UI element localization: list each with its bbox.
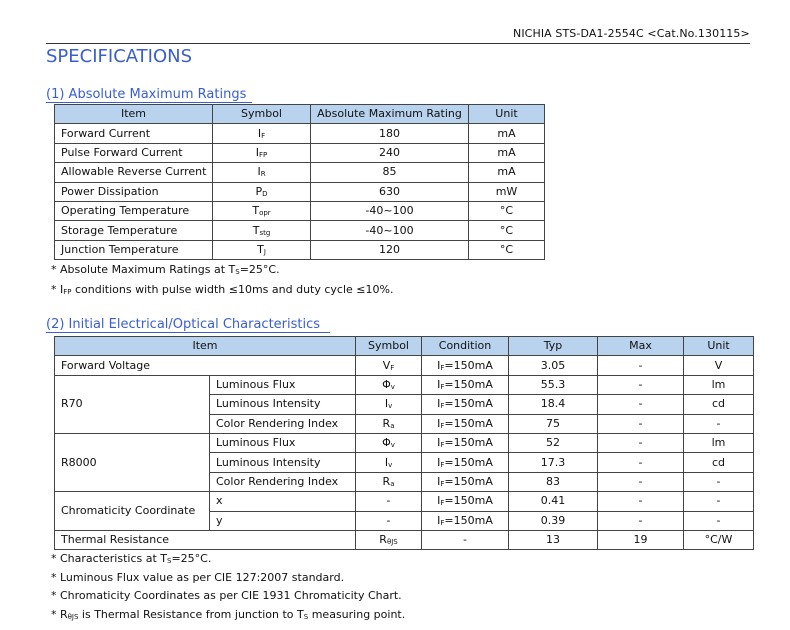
symbol-subscript: v [388,402,393,411]
condition-text: I [437,416,441,430]
symbol-subscript: a [390,421,395,430]
unit-cell: mA [469,163,545,182]
condition-text: I [437,494,441,508]
condition-text: I [437,358,441,372]
item-cell: Allowable Reverse Current [55,163,213,182]
col-header-unit: Unit [684,337,754,356]
condition-cell [422,472,509,491]
typ-cell: 0.41 [509,492,598,511]
symbol-subscript: F [261,131,266,140]
condition-text: I [437,397,441,411]
symbol-cell [356,356,422,375]
table-row [55,375,754,394]
condition-cell [422,395,509,414]
typ-cell: 55.3 [509,375,598,394]
note-text: * Absolute Maximum Ratings at T [51,263,236,276]
item-cell: Junction Temperature [55,240,213,259]
unit-cell: - [684,511,754,530]
item-cell: x [210,492,356,511]
typ-cell: 83 [509,472,598,491]
symbol-subscript: θJS [386,538,398,547]
table-row [55,433,754,452]
eo-note-2 [51,571,344,584]
unit-cell: - [684,472,754,491]
col-header-rating: Absolute Maximum Rating [311,105,469,124]
unit-cell: mA [469,124,545,143]
table-row [55,124,545,143]
symbol-text: T [252,223,260,237]
condition-value: =150mA [444,513,493,527]
condition-text: I [437,474,441,488]
rating-cell: 120 [311,240,469,259]
symbol-cell [356,414,422,433]
condition-subscript: F [440,363,445,372]
note-subscript: θJS [67,613,79,621]
eo-note-4 [51,608,405,621]
section-eo-underline [46,332,330,333]
condition-subscript: F [440,402,445,411]
eo-note-1 [51,552,211,565]
table-header-row [55,105,545,124]
item-cell: Pulse Forward Current [55,143,213,162]
table-row [55,143,545,162]
condition-cell [422,453,509,472]
unit-cell: cd [684,395,754,414]
condition-value: =150mA [444,455,493,469]
section-abs-heading: (1) Absolute Maximum Ratings [46,87,247,102]
item-cell: Forward Voltage [55,356,356,375]
symbol-text: Φ [382,377,391,391]
table-row-thermal-resistance [55,530,754,549]
condition-value: =150mA [444,397,493,411]
item-cell: Color Rendering Index [210,472,356,491]
symbol-subscript: stg [259,228,271,237]
symbol-cell [213,201,311,220]
section-eo-heading: (2) Initial Electrical/Optical Characteristics [46,317,321,332]
unit-cell: °C/W [684,530,754,549]
symbol-text: T [257,242,264,256]
note-text: * I [51,283,64,296]
item-cell: Thermal Resistance [55,530,356,549]
rating-cell: -40~100 [311,201,469,220]
symbol-cell [356,433,422,452]
rating-cell: 630 [311,182,469,201]
symbol-cell: - [356,492,422,511]
condition-subscript: F [440,460,445,469]
group-label-r8000: R8000 [55,433,210,491]
unit-cell: lm [684,375,754,394]
item-cell: Luminous Intensity [210,395,356,414]
note-text: =25°C. [239,263,280,276]
rating-cell: -40~100 [311,221,469,240]
note-text: * Chromaticity Coordinates as per CIE 1931 Chromaticity Chart. [51,589,402,602]
condition-subscript: F [440,518,445,527]
typ-cell: 3.05 [509,356,598,375]
symbol-subscript: F [390,363,395,372]
condition-cell [422,414,509,433]
note-text: * Luminous Flux value as per CIE 127:2007 standard. [51,571,345,584]
col-header-condition: Condition [422,337,509,356]
note-subscript: S [167,557,172,565]
table-row [55,163,545,182]
item-cell: Power Dissipation [55,182,213,201]
typ-cell: 75 [509,414,598,433]
item-cell: Luminous Flux [210,375,356,394]
unit-cell: lm [684,433,754,452]
symbol-cell: - [356,511,422,530]
condition-subscript: F [440,441,445,450]
item-cell: Operating Temperature [55,201,213,220]
unit-cell: - [684,414,754,433]
condition-value: =150mA [444,436,493,450]
col-header-symbol: Symbol [213,105,311,124]
condition-value: =150mA [444,358,493,372]
condition-cell: - [422,530,509,549]
symbol-text: I [257,165,261,179]
typ-cell: 52 [509,433,598,452]
symbol-cell [356,375,422,394]
max-cell: - [598,453,684,472]
symbol-text: I [384,397,389,411]
symbol-cell [213,182,311,201]
symbol-cell [356,395,422,414]
max-cell: - [598,492,684,511]
table-row [55,492,754,511]
symbol-text: I [384,455,389,469]
col-header-unit: Unit [469,105,545,124]
symbol-cell [213,143,311,162]
page-title: SPECIFICATIONS [46,46,193,67]
condition-subscript: F [440,499,445,508]
note-text: * Characteristics at T [51,552,168,565]
item-cell: Forward Current [55,124,213,143]
col-header-item: Item [55,105,213,124]
note-text: measuring point. [308,608,406,621]
condition-value: =150mA [444,377,493,391]
max-cell: - [598,375,684,394]
table-row [55,182,545,201]
symbol-subscript: a [390,479,395,488]
symbol-text: R [382,416,391,430]
symbol-text: T [252,204,260,218]
symbol-cell [213,163,311,182]
condition-cell [422,511,509,530]
group-label-chromaticity: Chromaticity Coordinate [55,492,210,531]
note-text: conditions with pulse width ≤10ms and duty cycle ≤10%. [71,283,394,296]
condition-value: =150mA [444,474,493,488]
max-cell: - [598,472,684,491]
symbol-text: I [255,145,259,159]
rating-cell: 240 [311,143,469,162]
abs-note-1 [51,263,280,276]
item-cell: Storage Temperature [55,221,213,240]
item-cell: Luminous Flux [210,433,356,452]
condition-cell [422,375,509,394]
symbol-cell [356,530,422,549]
max-cell: 19 [598,530,684,549]
col-header-item: Item [55,337,356,356]
symbol-cell [213,240,311,259]
symbol-text: Φ [382,436,391,450]
absolute-max-ratings-table [54,104,545,260]
symbol-text: I [257,126,262,140]
unit-cell: °C [469,201,545,220]
symbol-cell [356,472,422,491]
item-cell: Color Rendering Index [210,414,356,433]
symbol-subscript: R [260,170,266,179]
condition-value: =150mA [444,494,493,508]
unit-cell: mW [469,182,545,201]
table-header-row [55,337,754,356]
condition-subscript: F [440,479,445,488]
condition-cell [422,356,509,375]
rating-cell: 180 [311,124,469,143]
note-subscript: S [303,613,309,621]
condition-text: I [437,377,441,391]
note-subscript: S [235,268,240,276]
note-text: * R [51,608,68,621]
unit-cell: - [684,492,754,511]
max-cell: - [598,395,684,414]
condition-subscript: F [440,382,445,391]
note-text: =25°C. [171,552,212,565]
typ-cell: 17.3 [509,453,598,472]
symbol-subscript: J [263,247,266,256]
eo-note-3 [51,589,402,602]
condition-cell [422,433,509,452]
col-header-typ: Typ [509,337,598,356]
condition-text: I [437,513,441,527]
header-rule [46,43,750,44]
table-row [55,240,545,259]
table-row [55,201,545,220]
max-cell: - [598,414,684,433]
symbol-subscript: v [388,460,393,469]
condition-cell [422,492,509,511]
symbol-cell [213,124,311,143]
symbol-subscript: FP [259,150,268,159]
abs-note-2 [51,283,393,296]
condition-text: I [437,436,441,450]
max-cell: - [598,511,684,530]
item-cell: Luminous Intensity [210,453,356,472]
symbol-cell [356,453,422,472]
symbol-text: R [379,533,387,547]
group-label-r70: R70 [55,375,210,433]
note-text: is Thermal Resistance from junction to T [78,608,304,621]
max-cell: - [598,433,684,452]
col-header-symbol: Symbol [356,337,422,356]
document-reference: NICHIA STS-DA1-2554C <Cat.No.130115> [513,27,750,40]
symbol-text: V [382,358,391,372]
symbol-text: P [255,184,263,198]
item-cell: y [210,511,356,530]
symbol-cell [213,221,311,240]
table-row-forward-voltage [55,356,754,375]
symbol-subscript: opr [259,209,271,218]
rating-cell: 85 [311,163,469,182]
unit-cell: V [684,356,754,375]
col-header-max: Max [598,337,684,356]
symbol-text: R [382,474,391,488]
unit-cell: °C [469,240,545,259]
note-subscript: FP [63,288,72,296]
max-cell: - [598,356,684,375]
section-abs-underline [46,102,252,103]
condition-subscript: F [440,421,445,430]
condition-value: =150mA [444,416,493,430]
typ-cell: 13 [509,530,598,549]
symbol-subscript: v [390,441,395,450]
unit-cell: °C [469,221,545,240]
symbol-subscript: D [262,189,268,198]
symbol-subscript: v [390,382,395,391]
typ-cell: 18.4 [509,395,598,414]
typ-cell: 0.39 [509,511,598,530]
table-row [55,221,545,240]
electrical-optical-table [54,336,754,550]
condition-text: I [437,455,441,469]
unit-cell: mA [469,143,545,162]
unit-cell: cd [684,453,754,472]
